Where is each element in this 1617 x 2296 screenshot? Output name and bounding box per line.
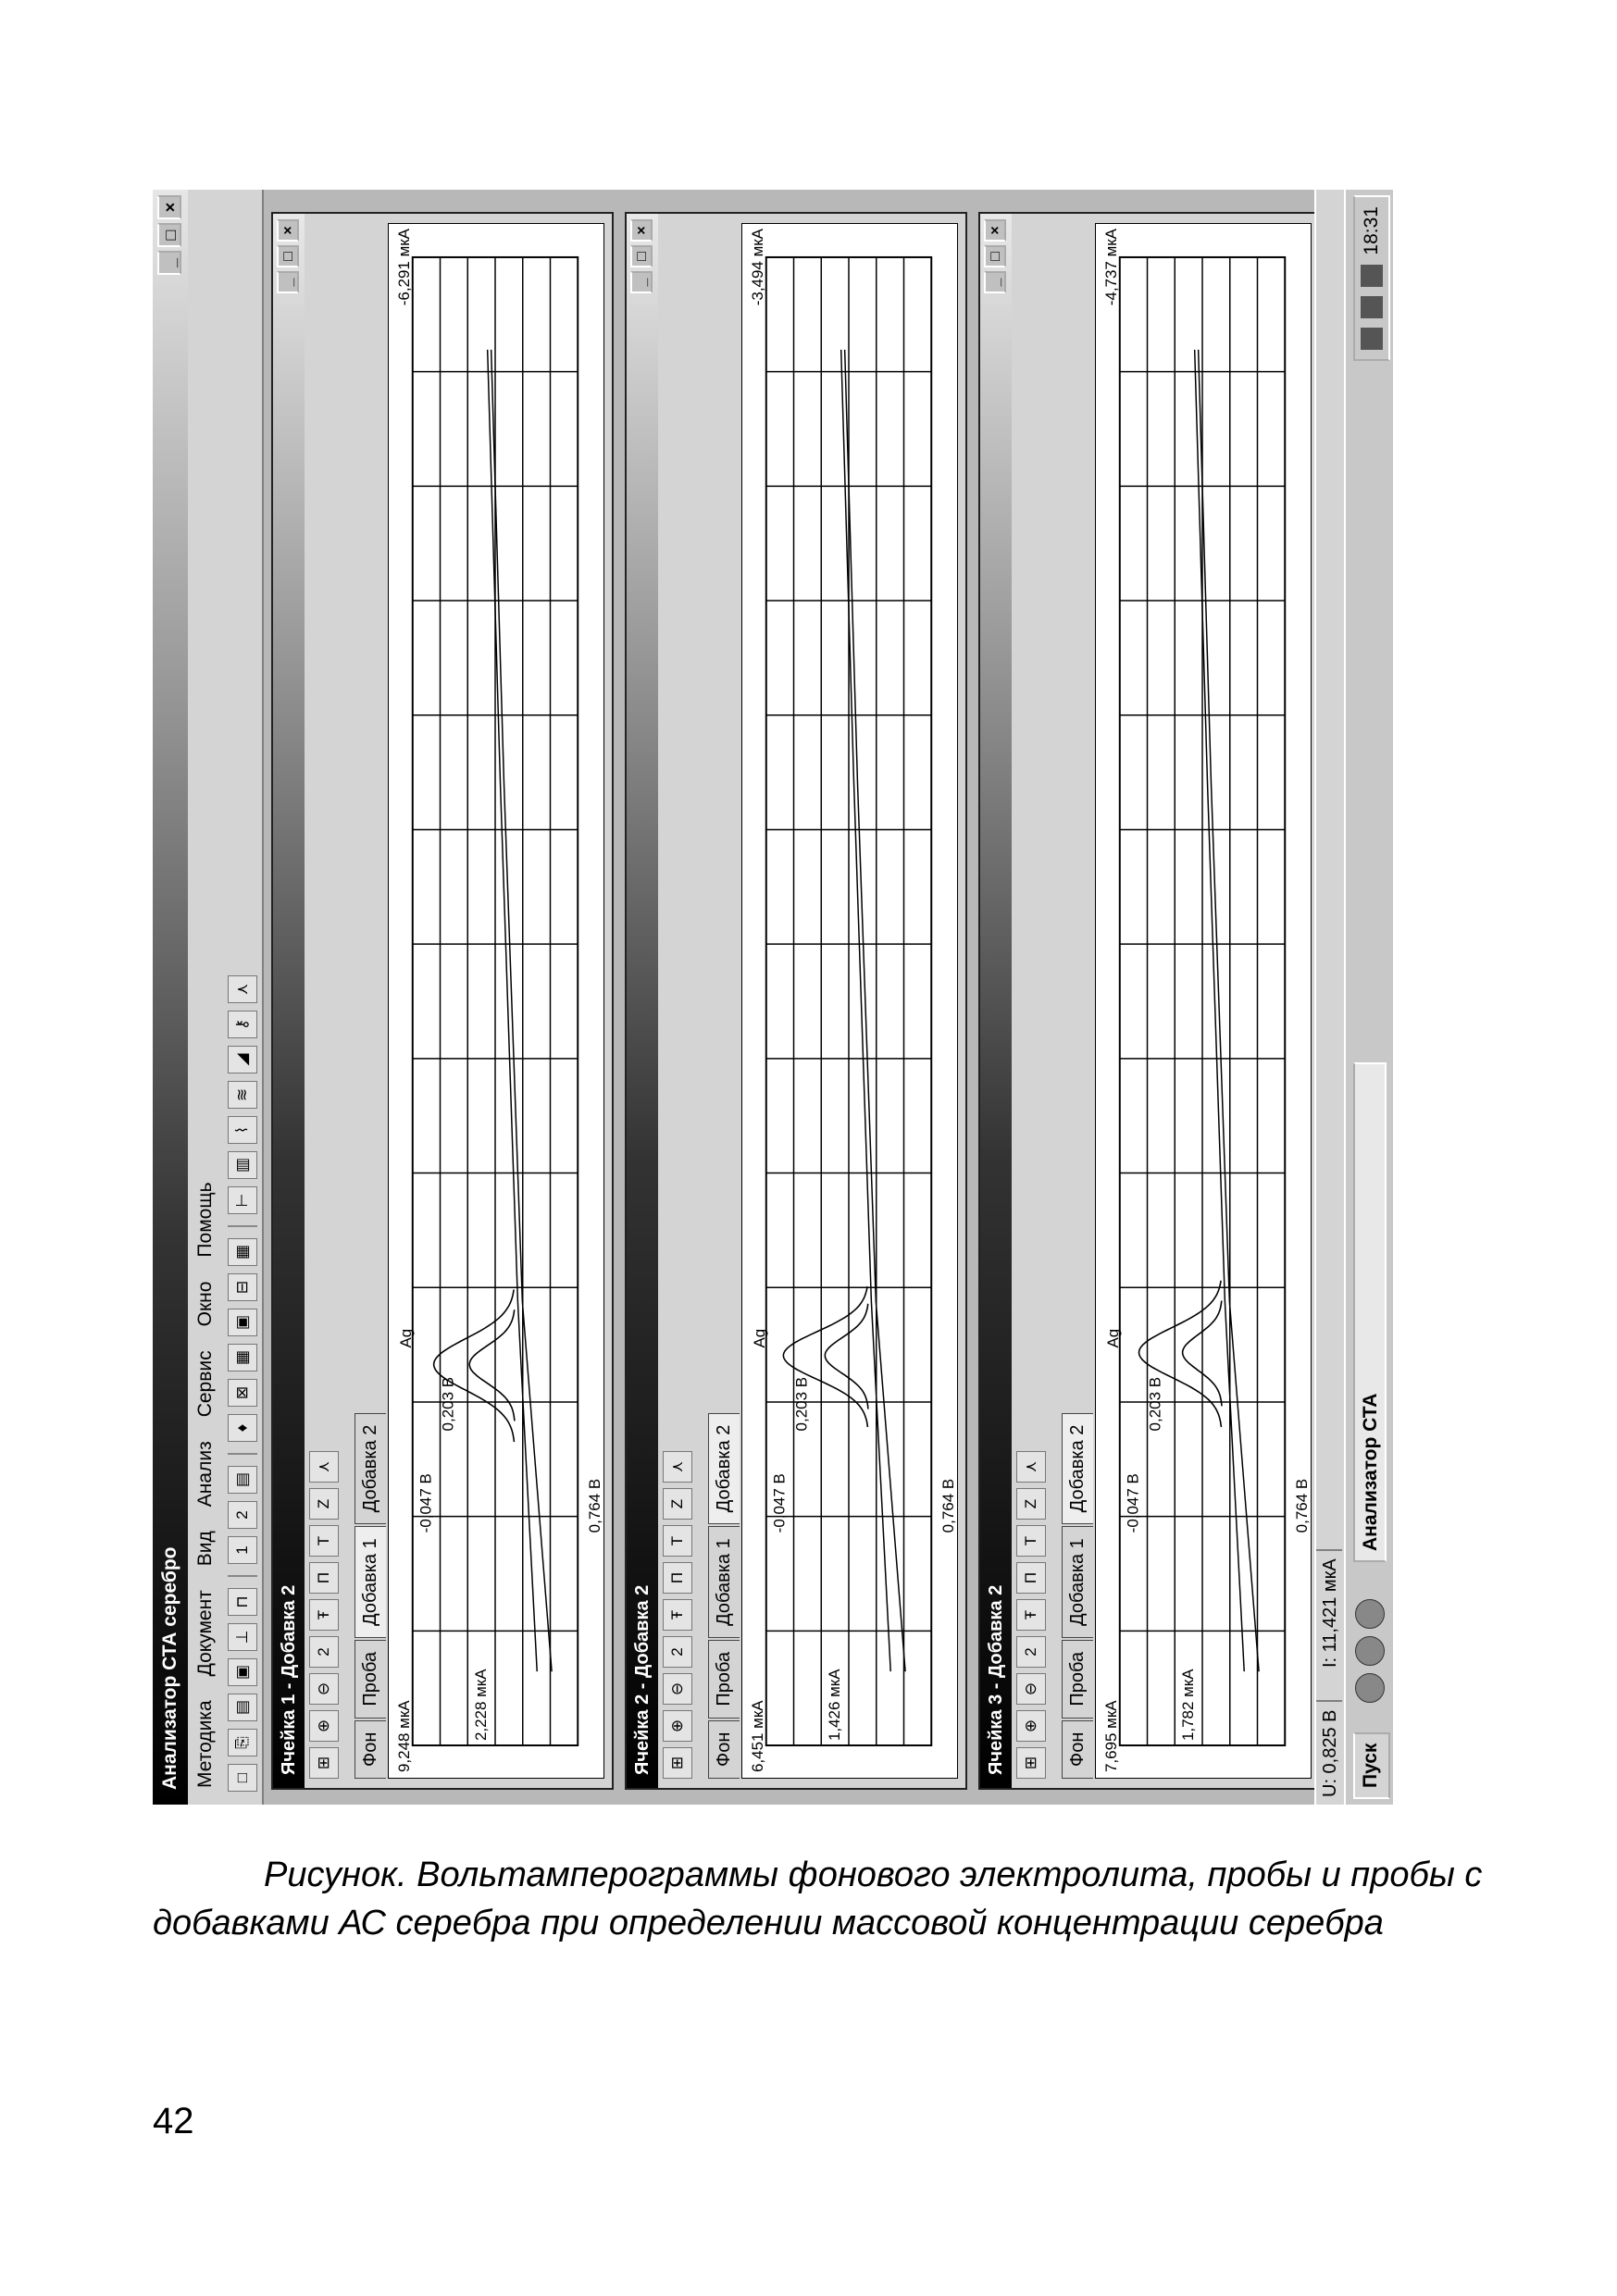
tab-1[interactable]: Проба xyxy=(1062,1640,1093,1719)
cell-tool-button-6[interactable]: Т xyxy=(1016,1525,1046,1557)
cell-window-1 xyxy=(271,212,614,1790)
cell-titlebar[interactable] xyxy=(980,214,1012,1788)
label-peak-current: 2,228 мкА xyxy=(472,1669,491,1742)
quick-launch xyxy=(1355,1599,1385,1703)
label-y-min: -6,291 мкА xyxy=(394,228,413,306)
toolbar-button-19[interactable]: ◢ xyxy=(228,1046,257,1074)
label-y-min: -4,737 мкА xyxy=(1101,228,1120,306)
cell-tool-button-6[interactable]: Т xyxy=(309,1525,339,1557)
status-bar xyxy=(1314,190,1344,1805)
cell-tool-button-7[interactable]: Z xyxy=(663,1488,692,1520)
voltammogram-plot xyxy=(388,223,604,1779)
tab-1[interactable]: Проба xyxy=(354,1640,386,1719)
toolbar-button-0[interactable]: □ xyxy=(228,1764,257,1792)
cell-tool-button-4[interactable]: Ŧ xyxy=(309,1599,339,1631)
tab-3[interactable]: Добавка 2 xyxy=(1062,1413,1093,1525)
toolbar-separator xyxy=(228,1453,257,1455)
cell-titlebar[interactable] xyxy=(273,214,305,1788)
element-label: Ag xyxy=(750,1328,768,1348)
label-peak-current: 1,426 мкА xyxy=(826,1669,844,1742)
menu-item-2[interactable]: Вид xyxy=(194,1531,216,1567)
tab-3[interactable]: Добавка 2 xyxy=(354,1413,386,1525)
tab-3[interactable]: Добавка 2 xyxy=(708,1413,740,1525)
cell-window-2 xyxy=(625,212,967,1790)
tray-clock: 18:31 xyxy=(1361,206,1382,255)
tab-0[interactable]: Фон xyxy=(354,1720,386,1779)
cell-window-buttons xyxy=(630,219,653,293)
start-label: Пуск xyxy=(1360,1743,1381,1788)
taskbar xyxy=(1344,190,1393,1805)
maximize-button[interactable]: □ xyxy=(157,223,181,247)
label-peak-potential: 0,203 В xyxy=(439,1376,457,1432)
tab-2[interactable]: Добавка 1 xyxy=(354,1526,386,1638)
label-y-max: 9,248 мкА xyxy=(394,1700,413,1773)
cell-tool-button-3[interactable]: 2 xyxy=(663,1636,692,1668)
cell-titlebar[interactable] xyxy=(627,214,658,1788)
volume-icon[interactable] xyxy=(1361,265,1383,287)
tab-0[interactable]: Фон xyxy=(1062,1720,1093,1779)
toolbar-button-11[interactable]: ▦ xyxy=(228,1344,257,1371)
cell-window-buttons xyxy=(984,219,1006,293)
tab-1[interactable]: Проба xyxy=(708,1640,740,1719)
maximize-button[interactable]: □ xyxy=(630,245,653,267)
label-x-min: -0,047 В xyxy=(1124,1473,1142,1533)
toolbar-button-15[interactable]: ⊢ xyxy=(228,1186,257,1214)
network-icon[interactable] xyxy=(1361,296,1383,318)
close-button[interactable]: × xyxy=(277,219,299,242)
minimize-button[interactable]: _ xyxy=(630,271,653,293)
media-player-icon[interactable] xyxy=(1355,1599,1385,1629)
cell-title: Ячейка 2 - Добавка 2 xyxy=(632,1584,653,1775)
toolbar-button-10[interactable]: ⊠ xyxy=(228,1379,257,1407)
cell-tool-button-8[interactable]: ⋏ xyxy=(663,1451,692,1483)
cell-window-buttons xyxy=(277,219,299,293)
menu-item-4[interactable]: Сервис xyxy=(194,1350,216,1418)
voltammogram-plot xyxy=(1095,223,1312,1779)
menu-bar xyxy=(188,190,223,1805)
cell-tabs xyxy=(703,214,740,1788)
cell-title: Ячейка 1 - Добавка 2 xyxy=(279,1584,299,1775)
system-tray xyxy=(1353,195,1390,361)
label-x-min: -0,047 В xyxy=(417,1473,435,1533)
toolbar-button-16[interactable]: ▥ xyxy=(228,1151,257,1179)
cell-tool-button-7[interactable]: Z xyxy=(1016,1488,1046,1520)
tab-0[interactable]: Фон xyxy=(708,1720,740,1779)
cell-tool-button-1[interactable]: ⊕ xyxy=(663,1710,692,1742)
cell-tool-button-6[interactable]: Т xyxy=(663,1525,692,1557)
menu-item-5[interactable]: Окно xyxy=(194,1281,216,1327)
menu-item-3[interactable]: Анализ xyxy=(194,1441,216,1508)
screenshot-frame xyxy=(153,190,1393,1805)
task-label: Анализатор СТА xyxy=(1360,1393,1381,1551)
toolbar-button-4[interactable]: ⊥ xyxy=(228,1623,257,1651)
cell-tool-button-3[interactable]: 2 xyxy=(309,1636,339,1668)
tab-2[interactable]: Добавка 1 xyxy=(1062,1526,1093,1638)
toolbar-button-8[interactable]: ▤ xyxy=(228,1466,257,1494)
toolbar-separator xyxy=(228,1225,257,1227)
toolbar-button-7[interactable]: 2 xyxy=(228,1501,257,1529)
label-x-max: 0,764 В xyxy=(586,1478,603,1533)
start-button[interactable] xyxy=(1353,1732,1390,1799)
cell-tool-button-2[interactable]: ⊖ xyxy=(663,1673,692,1705)
cell-tool-button-4[interactable]: Ŧ xyxy=(663,1599,692,1631)
element-label: Ag xyxy=(396,1328,415,1348)
maximize-button[interactable]: □ xyxy=(984,245,1006,267)
mdi-area xyxy=(264,190,1314,1805)
cell-title: Ячейка 3 - Добавка 2 xyxy=(986,1584,1006,1775)
toolbar-button-3[interactable]: ▣ xyxy=(228,1658,257,1686)
toolbar-button-12[interactable]: ▣ xyxy=(228,1309,257,1336)
cell-tool-button-5[interactable]: П xyxy=(1016,1562,1046,1594)
voltammogram-svg xyxy=(1096,224,1311,1778)
minimize-button[interactable]: _ xyxy=(984,271,1006,293)
tab-2[interactable]: Добавка 1 xyxy=(708,1526,740,1638)
cell-tabs xyxy=(1056,214,1093,1788)
app-title: Анализатор СТА серебро xyxy=(159,1546,180,1790)
label-peak-potential: 0,203 В xyxy=(792,1376,811,1432)
label-x-min: -0,047 В xyxy=(770,1473,789,1533)
cell-tool-button-4[interactable]: Ŧ xyxy=(1016,1599,1046,1631)
cell-tool-button-0[interactable]: ⊞ xyxy=(663,1747,692,1779)
toolbar-separator xyxy=(228,1575,257,1577)
cell-tool-button-0[interactable]: ⊞ xyxy=(1016,1747,1046,1779)
cell-tool-button-2[interactable]: ⊖ xyxy=(1016,1673,1046,1705)
cell-tool-button-5[interactable]: П xyxy=(663,1562,692,1594)
toolbar-button-21[interactable]: ⋏ xyxy=(228,975,257,1003)
menu-item-1[interactable]: Документ xyxy=(194,1590,216,1677)
element-label: Ag xyxy=(1103,1328,1122,1348)
status-current: I: 11,421 мкА xyxy=(1316,1549,1342,1675)
close-button[interactable]: × xyxy=(157,195,181,219)
browser-icon[interactable] xyxy=(1355,1636,1385,1666)
voltammogram-plot xyxy=(741,223,958,1779)
keyboard-layout-icon[interactable] xyxy=(1361,328,1383,350)
label-y-max: 6,451 мкА xyxy=(748,1700,766,1773)
toolbar-button-13[interactable]: ⊟ xyxy=(228,1273,257,1301)
app-window-buttons xyxy=(157,195,181,275)
figure-caption: Рисунок. Вольтамперограммы фонового электролита, пробы и пробы с добавками АС серебра при определении массовой концентрации серебра xyxy=(153,1855,1483,1942)
cell-toolbar xyxy=(1012,214,1051,1788)
cell-toolbar xyxy=(658,214,697,1788)
page-number: 42 xyxy=(153,2101,194,2141)
cell-tool-button-1[interactable]: ⊕ xyxy=(1016,1710,1046,1742)
toolbar-button-20[interactable]: ⚷ xyxy=(228,1011,257,1038)
close-button[interactable]: × xyxy=(984,219,1006,242)
toolbar-button-17[interactable]: ⌇ xyxy=(228,1116,257,1144)
cell-tabs xyxy=(349,214,386,1788)
cell-tool-button-3[interactable]: 2 xyxy=(1016,1636,1046,1668)
taskbar-item-analyzer[interactable] xyxy=(1353,1062,1387,1562)
cell-toolbar xyxy=(305,214,343,1788)
close-button[interactable]: × xyxy=(630,219,653,242)
cell-tool-button-5[interactable]: П xyxy=(309,1562,339,1594)
maximize-button[interactable]: □ xyxy=(277,245,299,267)
toolbar-button-5[interactable]: ⊓ xyxy=(228,1588,257,1616)
cell-tool-button-0[interactable]: ⊞ xyxy=(309,1747,339,1779)
cell-tool-button-8[interactable]: ⋏ xyxy=(1016,1451,1046,1483)
app-titlebar[interactable] xyxy=(153,190,188,1805)
toolbar-button-14[interactable]: ▦ xyxy=(228,1238,257,1266)
menu-item-0[interactable]: Методика xyxy=(194,1700,216,1788)
desktop-icon[interactable] xyxy=(1355,1673,1385,1703)
cell-tool-button-7[interactable]: Z xyxy=(309,1488,339,1520)
menu-item-6[interactable]: Помощь xyxy=(194,1182,216,1258)
label-peak-current: 1,782 мкА xyxy=(1179,1669,1198,1742)
minimize-button[interactable]: _ xyxy=(277,271,299,293)
main-toolbar xyxy=(223,190,264,1805)
label-peak-potential: 0,203 В xyxy=(1146,1376,1164,1432)
voltammogram-svg xyxy=(389,224,603,1778)
toolbar-button-2[interactable]: ▤ xyxy=(228,1694,257,1721)
toolbar-button-6[interactable]: 1 xyxy=(228,1536,257,1564)
cell-tool-button-8[interactable]: ⋏ xyxy=(309,1451,339,1483)
label-x-max: 0,764 В xyxy=(1293,1478,1311,1533)
cell-window-3 xyxy=(978,212,1321,1790)
toolbar-button-1[interactable]: ⎘ xyxy=(228,1729,257,1756)
cell-tool-button-1[interactable]: ⊕ xyxy=(309,1710,339,1742)
voltammogram-svg xyxy=(742,224,957,1778)
minimize-button[interactable]: _ xyxy=(157,251,181,275)
analyzer-window xyxy=(153,190,1393,1805)
label-y-min: -3,494 мкА xyxy=(748,228,766,306)
label-x-max: 0,764 В xyxy=(939,1478,957,1533)
status-voltage: U: 0,825 В xyxy=(1316,1700,1342,1805)
toolbar-button-18[interactable]: ≋ xyxy=(228,1081,257,1109)
label-y-max: 7,695 мкА xyxy=(1101,1700,1120,1773)
toolbar-button-9[interactable]: ♦ xyxy=(228,1414,257,1442)
cell-tool-button-2[interactable]: ⊖ xyxy=(309,1673,339,1705)
